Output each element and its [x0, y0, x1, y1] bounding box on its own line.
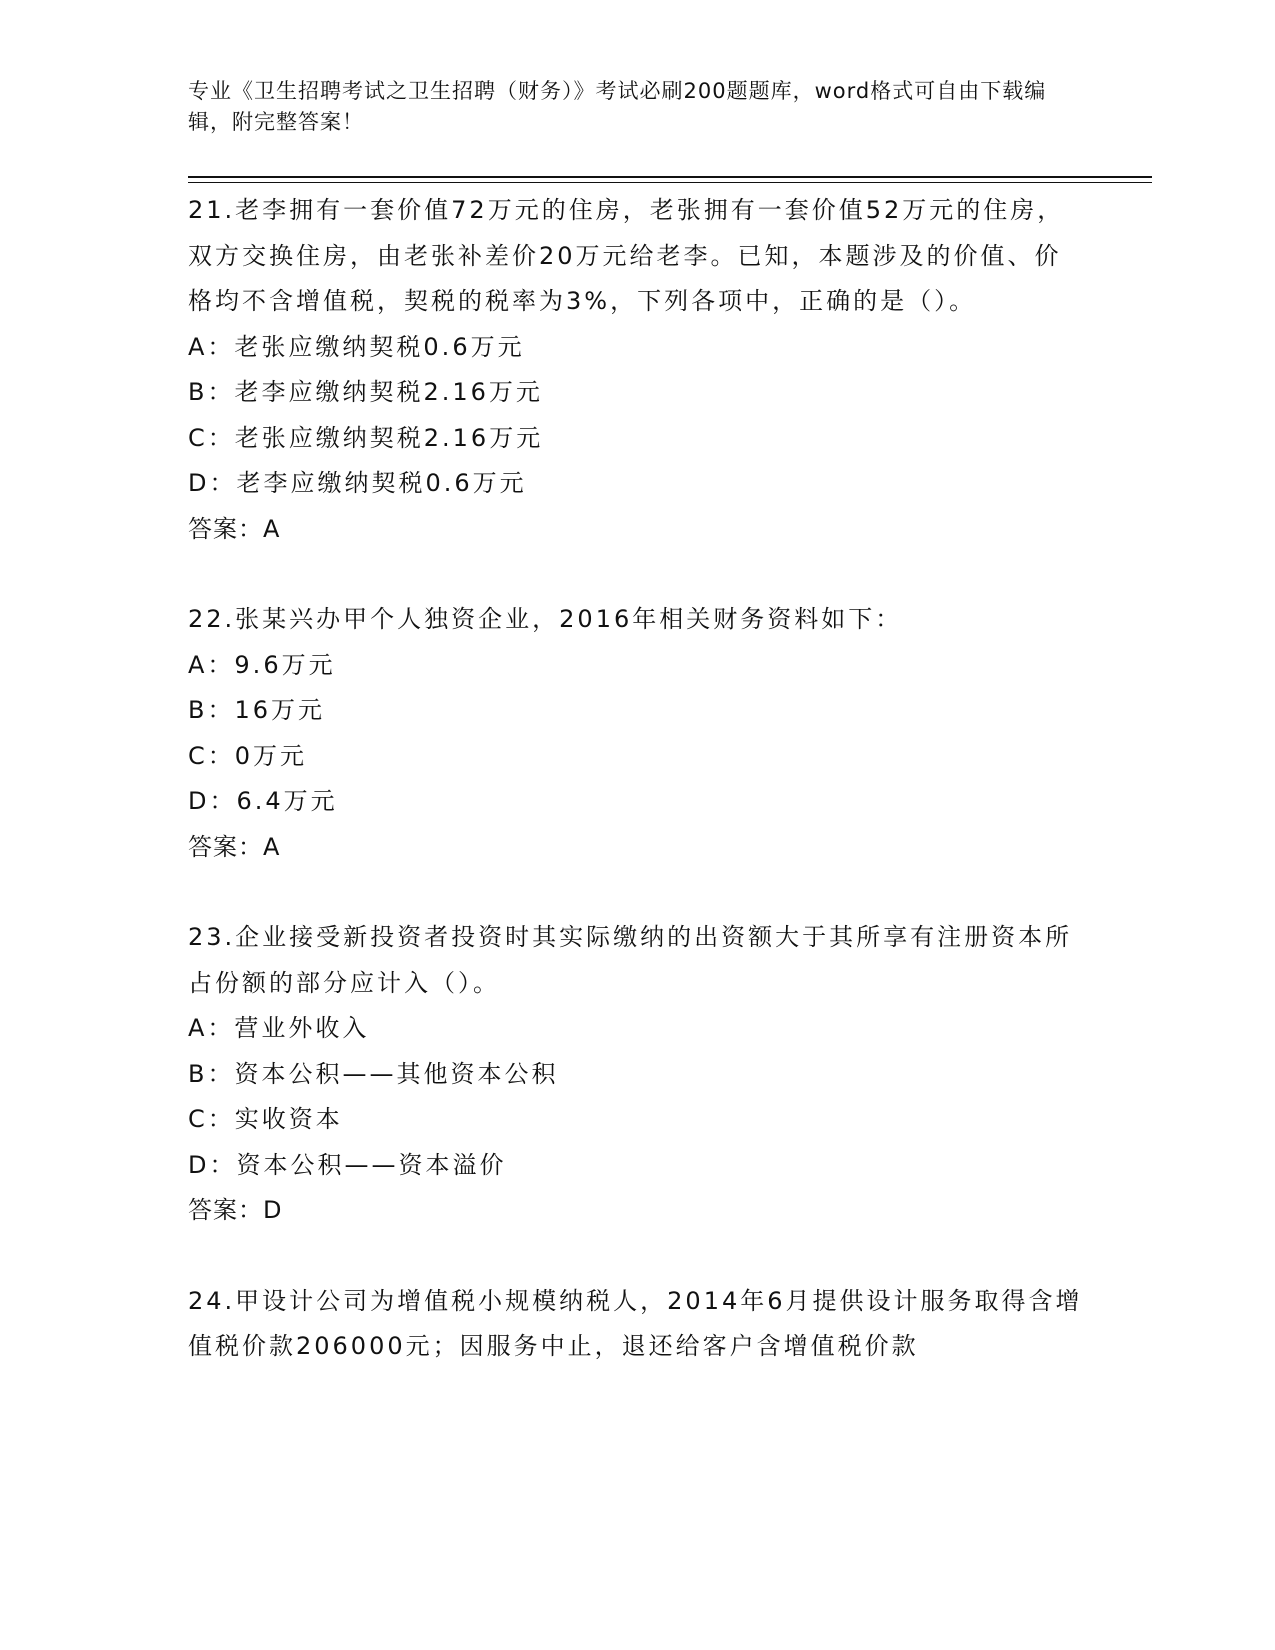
question-spacer	[188, 1234, 1088, 1279]
answer-line: 答案：A	[188, 514, 281, 543]
option-a: A：营业外收入	[188, 1014, 370, 1042]
question-stem: 23.企业接受新投资者投资时其实际缴纳的出资额大于其所享有注册资本所占份额的部分应计入（）。	[188, 923, 1073, 997]
option-b: B：16万元	[188, 696, 326, 724]
option-d: D：资本公积——资本溢价	[188, 1150, 507, 1179]
option-b: B：资本公积——其他资本公积	[188, 1059, 559, 1088]
question-spacer	[188, 870, 1088, 915]
option-a: A：老张应缴纳契税0.6万元	[188, 332, 525, 361]
question-list	[188, 188, 1088, 1370]
question-spacer	[188, 552, 1088, 597]
document-header: 专业《卫生招聘考试之卫生招聘（财务）》考试必刷200题题库，word格式可自由下载编辑，附完整答案！	[188, 79, 1047, 134]
question-23	[188, 915, 1088, 1234]
header-divider-thin	[188, 182, 1152, 183]
option-c: C：老张应缴纳契税2.16万元	[188, 423, 544, 452]
question-22	[188, 597, 1088, 870]
option-d: D：老李应缴纳契税0.6万元	[188, 469, 527, 497]
answer-line: 答案：A	[188, 832, 281, 861]
option-d: D：6.4万元	[188, 787, 338, 815]
option-b: B：老李应缴纳契税2.16万元	[188, 378, 543, 406]
question-stem: 21.老李拥有一套价值72万元的住房，老张拥有一套价值52万元的住房，双方交换住房，由老张补差价20万元给老李。已知，本题涉及的价值、价格均不含增值税，契税的税率为3%，下列各项中，正确的是（）。	[188, 196, 1065, 315]
answer-line: 答案：D	[188, 1196, 283, 1224]
option-a: A：9.6万元	[188, 650, 336, 679]
question-21	[188, 188, 1088, 552]
option-c: C：0万元	[188, 741, 308, 770]
question-stem: 24.甲设计公司为增值税小规模纳税人，2014年6月提供设计服务取得含增值税价款206000元；因服务中止，退还给客户含增值税价款	[188, 1286, 1083, 1360]
option-c: C：实收资本	[188, 1105, 343, 1133]
header-divider-thick	[188, 176, 1152, 178]
question-24	[188, 1279, 1088, 1370]
question-stem: 22.张某兴办甲个人独资企业，2016年相关财务资料如下：	[188, 605, 903, 633]
